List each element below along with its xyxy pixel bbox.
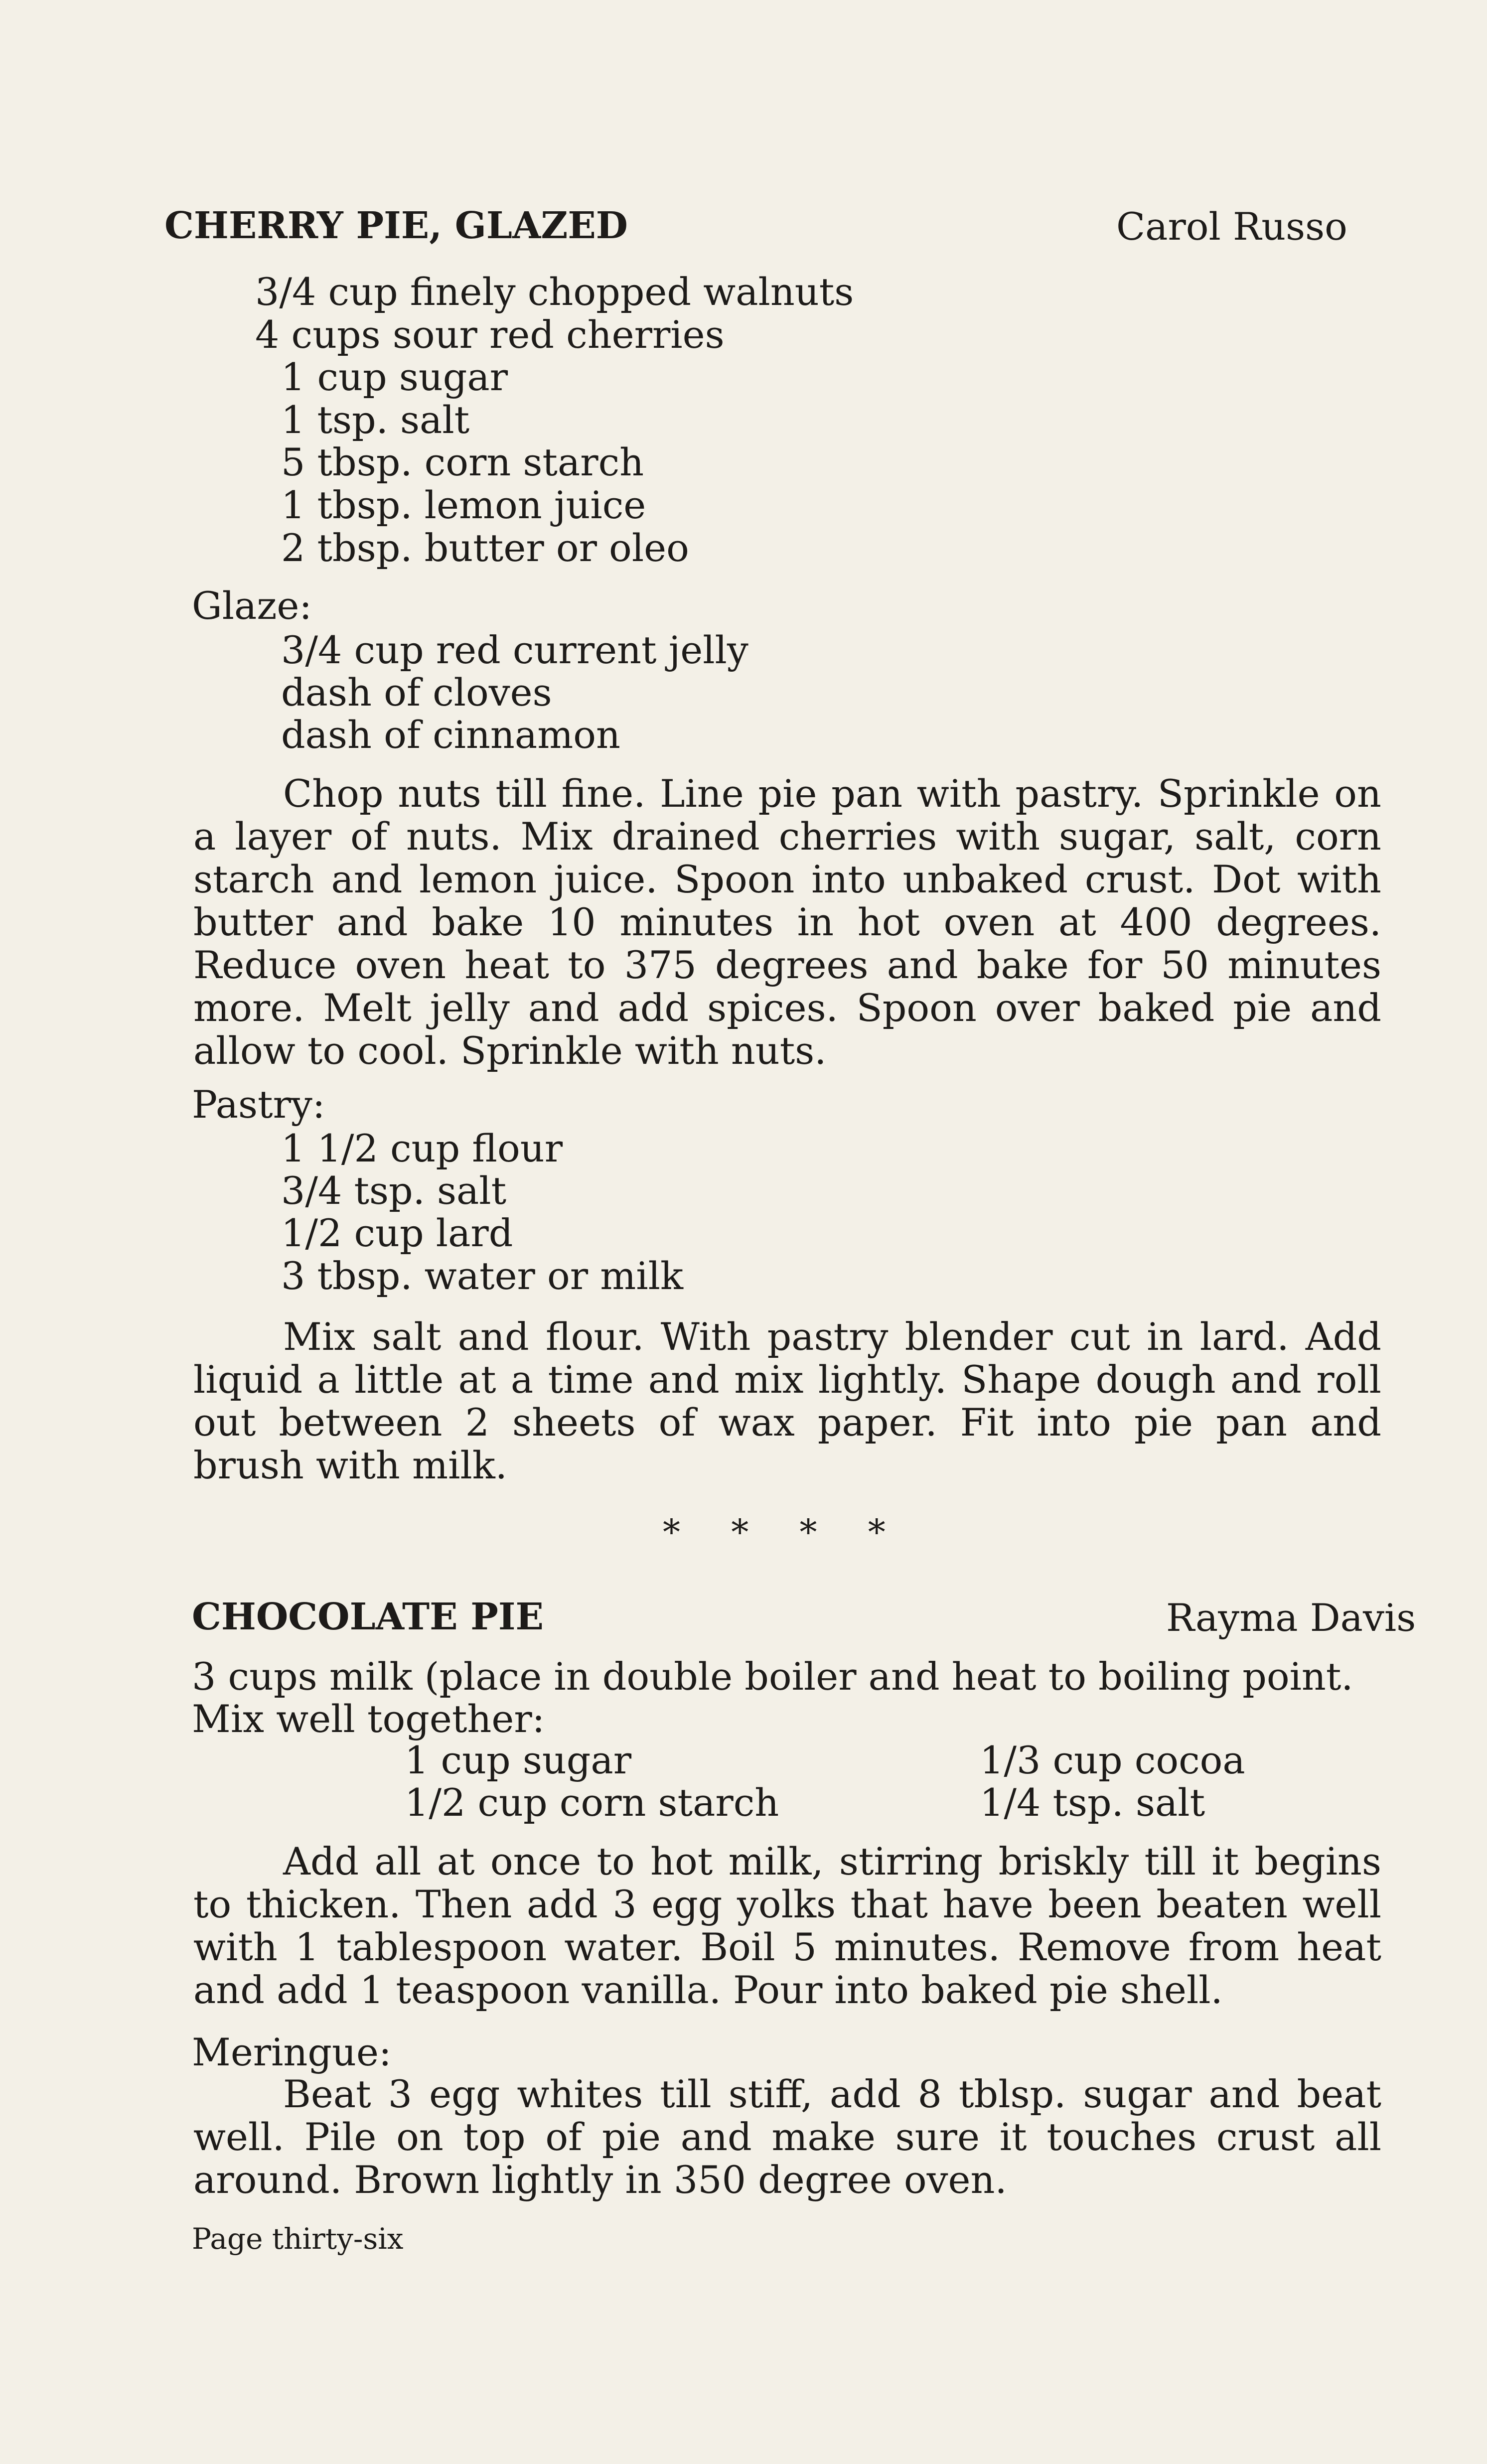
glaze-label: Glaze: — [192, 583, 312, 628]
recipe-intro: 3 cups milk (place in double boiler and heat to boiling point. — [192, 1654, 1353, 1699]
ingredient-line: 1 tsp. salt — [281, 398, 470, 442]
recipe-author-chocolate-pie: Rayma Davis — [1166, 1595, 1416, 1640]
glaze-ingredient-line: 3/4 cup red current jelly — [281, 628, 748, 672]
glaze-ingredient-line: dash of cinnamon — [281, 713, 620, 757]
instructions-text: Chop nuts till fine. Line pie pan with pastry. Sprinkle on a layer of nuts. Mix drained cherries with sugar, salt, corn starch and lemon juice. Spoon into unbaked crust. Dot with butter and bake 10 minutes in hot oven at 400 degrees. Reduce oven heat to 375 degrees and bake for 50 minutes more. Melt jelly and add spices. Spoon over baked pie and allow to cool. Sprinkle with nuts. — [193, 771, 1381, 1073]
meringue-instructions-text: Beat 3 egg whites till stiff, add 8 tblsp. sugar and beat well. Pile on top of pie and make sure it touches crust all around. Brown lightly in 350 degree oven. — [193, 2072, 1381, 2202]
pastry-ingredient-line: 3 tbsp. water or milk — [281, 1254, 684, 1298]
recipe-instructions-chocolate-pie — [193, 1840, 1381, 2012]
ingredient-line: 1 cup sugar — [281, 355, 508, 399]
ingredient-line: 5 tbsp. corn starch — [281, 440, 644, 484]
meringue-instructions — [193, 2073, 1381, 2201]
mix-ingredient-left: 1 cup sugar — [405, 1738, 632, 1782]
recipe-author-cherry-pie: Carol Russo — [1116, 204, 1347, 249]
mix-label: Mix well together: — [192, 1697, 545, 1741]
pastry-ingredient-line: 1/2 cup lard — [281, 1211, 513, 1255]
recipe-title-chocolate-pie: CHOCOLATE PIE — [192, 1595, 544, 1638]
chocolate-instructions-text: Add all at once to hot milk, stirring briskly till it begins to thicken. Then add 3 egg yolks that have been beaten well with 1 tablespoon water. Boil 5 minutes. Remove from heat and add 1 teaspoon vanilla. Pour into baked pie shell. — [193, 1839, 1381, 2012]
recipe-instructions-cherry-pie — [193, 772, 1381, 1072]
pastry-instructions — [193, 1315, 1381, 1487]
mix-ingredient-right: 1/4 tsp. salt — [980, 1780, 1205, 1825]
glaze-ingredient-line: dash of cloves — [281, 670, 552, 715]
page-number-footer: Page thirty-six — [192, 2222, 404, 2256]
mix-ingredient-left: 1/2 cup corn starch — [405, 1780, 779, 1825]
ingredient-line: 3/4 cup finely chopped walnuts — [255, 270, 854, 314]
pastry-label: Pastry: — [192, 1082, 325, 1127]
ingredient-line: 4 cups sour red cherries — [255, 312, 725, 357]
mix-ingredient-right: 1/3 cup cocoa — [980, 1738, 1245, 1782]
recipe-title-cherry-pie: CHERRY PIE, GLAZED — [164, 204, 628, 247]
ingredient-line: 1 tbsp. lemon juice — [281, 483, 646, 527]
pastry-ingredient-line: 1 1/2 cup flour — [281, 1126, 563, 1170]
meringue-label: Meringue: — [192, 2030, 392, 2074]
ingredient-line: 2 tbsp. butter or oleo — [281, 526, 689, 570]
section-separator: * * * * — [663, 1512, 905, 1553]
pastry-ingredient-line: 3/4 tsp. salt — [281, 1168, 507, 1213]
pastry-instructions-text: Mix salt and flour. With pastry blender cut in lard. Add liquid a little at a time and mix lightly. Shape dough and roll out between 2 sheets of wax paper. Fit into pie pan and brush with milk. — [193, 1314, 1381, 1487]
